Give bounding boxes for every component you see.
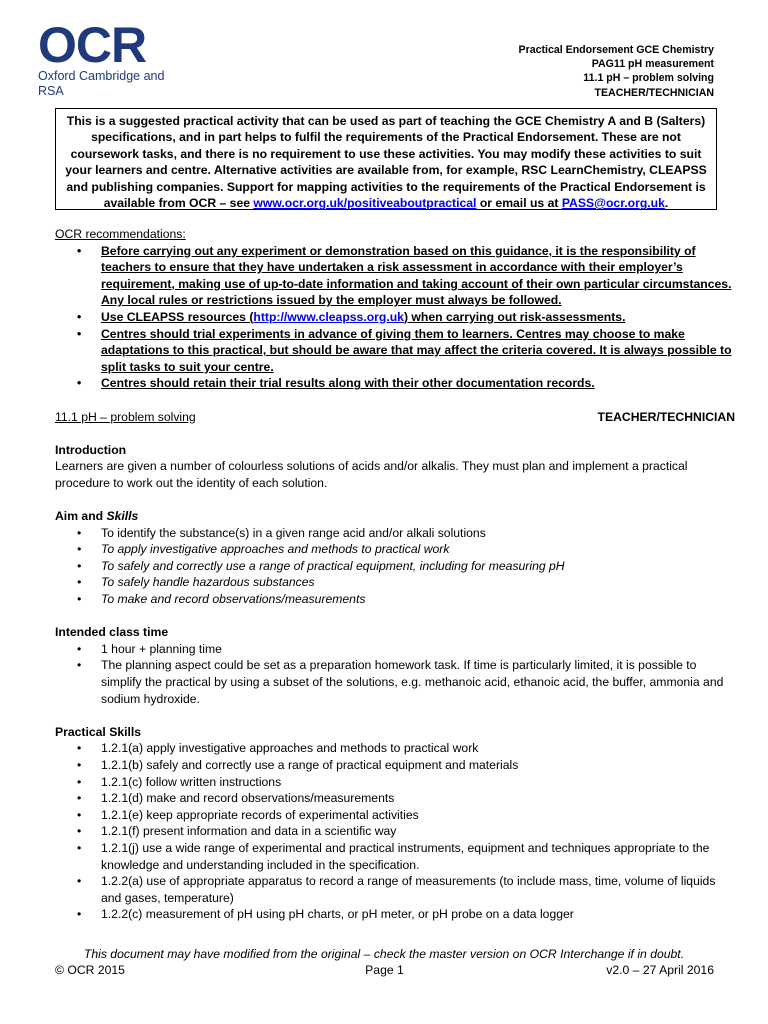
aim-item: To apply investigative approaches and methods to practical work bbox=[101, 542, 450, 557]
header-line-2: PAG11 pH measurement bbox=[591, 58, 714, 71]
recommendation-text: Use CLEAPSS resources ( bbox=[101, 309, 254, 324]
list-item bbox=[55, 657, 735, 707]
list-item bbox=[55, 790, 735, 807]
bullet-icon: • bbox=[77, 824, 82, 839]
footer-version: v2.0 – 27 April 2016 bbox=[606, 963, 714, 977]
list-item bbox=[55, 823, 735, 840]
recommendation-text: Before carrying out any experiment or demonstration based on this guidance, it is the responsibility of teachers to ensure that they have undertaken a risk assessment in accordance with their employer’s requirement, making use of up-to-date information and taking account of their own particular circumstances. Any local rules or restrictions issued by the employer must always be followed. bbox=[101, 243, 732, 308]
recommendations-list bbox=[55, 243, 735, 392]
introduction-body: Learners are given a number of colourless solutions of acids and/or alkalis. They must plan and implement a practical procedure to work out the identity of each solution. bbox=[55, 459, 688, 490]
bullet-icon: • bbox=[77, 376, 82, 391]
skill-item: 1.2.1(e) keep appropriate records of experimental activities bbox=[101, 807, 419, 822]
list-item bbox=[55, 873, 735, 906]
skills-heading-text: Skills bbox=[106, 509, 139, 524]
recommendation-text: ) when carrying out risk-assessments. bbox=[403, 309, 626, 324]
list-item bbox=[55, 840, 735, 873]
bullet-icon: • bbox=[77, 309, 82, 324]
main-content bbox=[55, 226, 735, 923]
footer-note: This document may have modified from the original – check the master version on OCR Interchange if in doubt. bbox=[83, 947, 685, 961]
ocr-logo bbox=[38, 17, 188, 98]
list-item bbox=[55, 243, 735, 309]
document-header bbox=[519, 43, 714, 100]
header-line-1: Practical Endorsement GCE Chemistry bbox=[518, 44, 714, 56]
logo-letters: OCR bbox=[38, 17, 147, 73]
bullet-icon: • bbox=[77, 807, 82, 822]
aim-item: To safely and correctly use a range of practical equipment, including for measuring pH bbox=[101, 558, 565, 573]
section-title-row bbox=[55, 409, 735, 426]
bullet-icon: • bbox=[77, 558, 82, 573]
list-item bbox=[55, 541, 735, 558]
notice-box bbox=[55, 108, 717, 210]
skill-item: 1.2.1(c) follow written instructions bbox=[101, 774, 282, 789]
skill-item: 1.2.1(a) apply investigative approaches and methods to practical work bbox=[101, 741, 479, 756]
list-item bbox=[55, 558, 735, 575]
positive-about-practical-link[interactable]: www.ocr.org.uk/positiveaboutpractical bbox=[253, 196, 477, 211]
practical-skills-heading: Practical Skills bbox=[55, 724, 142, 739]
aim-item: To identify the substance(s) in a given range acid and/or alkali solutions bbox=[101, 525, 486, 540]
list-item bbox=[55, 309, 735, 326]
header-line-4: TEACHER/TECHNICIAN bbox=[594, 86, 714, 99]
bullet-icon: • bbox=[77, 542, 82, 557]
bullet-icon: • bbox=[77, 575, 82, 590]
aim-item: To make and record observations/measurements bbox=[101, 592, 366, 607]
list-item bbox=[55, 740, 735, 757]
recommendations-heading: OCR recommendations: bbox=[55, 227, 186, 241]
page-footer bbox=[55, 962, 714, 979]
class-time-heading: Intended class time bbox=[55, 625, 169, 640]
cleapss-link[interactable]: http://www.cleapss.org.uk bbox=[253, 309, 404, 324]
bullet-icon: • bbox=[77, 907, 82, 922]
bullet-icon: • bbox=[77, 592, 82, 607]
bullet-icon: • bbox=[77, 791, 82, 806]
notice-end: . bbox=[664, 196, 669, 211]
list-item bbox=[55, 807, 735, 824]
list-item bbox=[55, 591, 735, 608]
recommendation-text: Centres should trial experiments in advance of giving them to learners. Centres may choose to make adaptations to this practical, but should be aware that may affect the criteria covered. It is always possible to split tasks to suit your centre. bbox=[101, 326, 732, 374]
class-time-list bbox=[55, 641, 735, 707]
bullet-icon: • bbox=[77, 658, 82, 673]
class-time-item: 1 hour + planning time bbox=[101, 641, 222, 656]
pass-email-link[interactable]: PASS@ocr.org.uk bbox=[561, 196, 665, 211]
list-item bbox=[55, 641, 735, 658]
list-item bbox=[55, 774, 735, 791]
bullet-icon: • bbox=[77, 840, 82, 855]
aim-list bbox=[55, 525, 735, 608]
footer-copyright: © OCR 2015 bbox=[55, 963, 125, 977]
bullet-icon: • bbox=[77, 741, 82, 756]
list-item bbox=[55, 326, 735, 376]
bullet-icon: • bbox=[77, 326, 82, 341]
skill-item: 1.2.2(a) use of appropriate apparatus to record a range of measurements (to include mass, time, volume of liquids and gases, temperature) bbox=[101, 874, 716, 905]
logo-subtitle: Oxford Cambridge and RSA bbox=[38, 69, 165, 98]
bullet-icon: • bbox=[77, 641, 82, 656]
list-item bbox=[55, 757, 735, 774]
section-title: 11.1 pH – problem solving bbox=[55, 409, 196, 424]
aim-heading bbox=[55, 508, 735, 525]
list-item bbox=[55, 906, 735, 923]
bullet-icon: • bbox=[77, 774, 82, 789]
list-item bbox=[55, 574, 735, 591]
skill-item: 1.2.1(f) present information and data in a scientific way bbox=[101, 824, 397, 839]
bullet-icon: • bbox=[77, 525, 82, 540]
class-time-item: The planning aspect could be set as a preparation homework task. If time is particularly limited, it is possible to simplify the practical by using a subset of the solutions, e.g. methanoic acid, ethanoic acid, the buffer, ammonia and sodium hydroxide. bbox=[101, 658, 724, 706]
skill-item: 1.2.1(b) safely and correctly use a range of practical equipment and materials bbox=[101, 758, 519, 772]
list-item bbox=[55, 525, 735, 542]
aim-heading-text: Aim and bbox=[55, 509, 104, 524]
bullet-icon: • bbox=[77, 874, 82, 889]
footer-page-number: Page 1 bbox=[365, 963, 404, 977]
notice-mid-text: or email us at bbox=[479, 196, 559, 211]
aim-item: To safely handle hazardous substances bbox=[101, 575, 315, 590]
skill-item: 1.2.1(j) use a wide range of experimental and practical instruments, equipment and techniques appropriate to the knowledge and understanding included in the specification. bbox=[101, 840, 710, 872]
header-line-3: 11.1 pH – problem solving bbox=[583, 72, 714, 85]
practical-skills-list bbox=[55, 740, 735, 923]
introduction-heading: Introduction bbox=[55, 442, 127, 457]
bullet-icon: • bbox=[77, 243, 82, 258]
section-audience: TEACHER/TECHNICIAN bbox=[597, 409, 735, 424]
bullet-icon: • bbox=[77, 758, 82, 772]
skill-item: 1.2.2(c) measurement of pH using pH charts, or pH meter, or pH probe on a data logger bbox=[101, 907, 574, 922]
list-item bbox=[55, 375, 735, 392]
skill-item: 1.2.1(d) make and record observations/measurements bbox=[101, 791, 395, 806]
recommendation-text: Centres should retain their trial results along with their other documentation records. bbox=[101, 376, 595, 391]
notice-text: This is a suggested practical activity that can be used as part of teaching the GCE Chemistry A and B (Salters) specifications, and in part helps to fulfil the requirements of the Practical Endorsement. These are not coursework tasks, and there is no requirement to use these activities. You may modify these activities to suit your learners and centre. Alternative activities are available from, for example, RSC LearnChemistry, CLEAPSS and publishing companies. Support for mapping activities to the requirements of the Practical Endorsement is available from OCR – see bbox=[65, 114, 707, 211]
